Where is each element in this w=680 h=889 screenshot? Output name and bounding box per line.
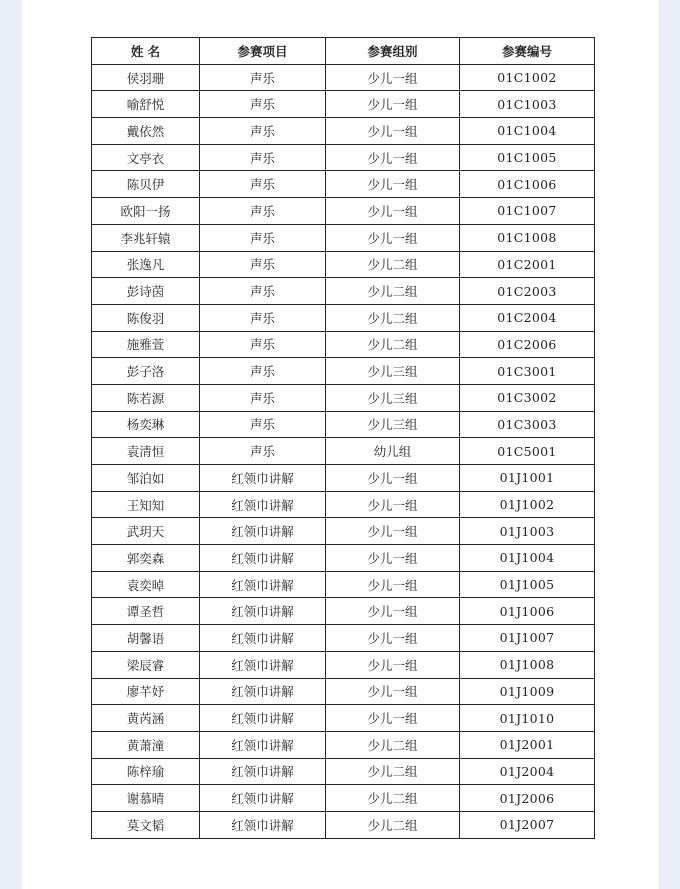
cell-number: 01C2001 xyxy=(460,251,595,278)
cell-group: 少儿一组 xyxy=(326,198,460,225)
table-row xyxy=(92,731,595,758)
cell-group: 少儿二组 xyxy=(326,811,460,838)
table-row xyxy=(92,224,595,251)
cell-group: 少儿一组 xyxy=(326,518,460,545)
cell-name: 邹泊如 xyxy=(92,465,200,492)
cell-name: 廖芊妤 xyxy=(92,678,200,705)
cell-group: 少儿一组 xyxy=(326,598,460,625)
cell-number: 01J2007 xyxy=(460,811,595,838)
cell-name: 陈俊羽 xyxy=(92,304,200,331)
cell-number: 01C1007 xyxy=(460,198,595,225)
cell-group: 少儿一组 xyxy=(326,571,460,598)
cell-group: 少儿三组 xyxy=(326,358,460,385)
cell-number: 01J2006 xyxy=(460,785,595,812)
cell-group: 少儿二组 xyxy=(326,731,460,758)
cell-number: 01J2004 xyxy=(460,758,595,785)
table-row xyxy=(92,438,595,465)
header-name: 姓 名 xyxy=(92,38,200,65)
cell-number: 01C3002 xyxy=(460,384,595,411)
cell-name: 谢慕晴 xyxy=(92,785,200,812)
cell-name: 王知知 xyxy=(92,491,200,518)
cell-event: 声乐 xyxy=(200,198,326,225)
table-header xyxy=(92,38,595,65)
cell-event: 声乐 xyxy=(200,411,326,438)
cell-group: 少儿一组 xyxy=(326,91,460,118)
cell-group: 少儿二组 xyxy=(326,331,460,358)
table-body xyxy=(92,64,595,838)
cell-name: 黄萧潼 xyxy=(92,731,200,758)
table-row xyxy=(92,118,595,145)
table-row xyxy=(92,465,595,492)
table-row xyxy=(92,518,595,545)
table-row xyxy=(92,545,595,572)
cell-group: 少儿一组 xyxy=(326,224,460,251)
cell-number: 01J1006 xyxy=(460,598,595,625)
cell-number: 01J1004 xyxy=(460,545,595,572)
header-row xyxy=(92,38,595,65)
cell-name: 胡馨语 xyxy=(92,625,200,652)
cell-group: 少儿一组 xyxy=(326,705,460,732)
table-row xyxy=(92,785,595,812)
cell-number: 01C2006 xyxy=(460,331,595,358)
table-row xyxy=(92,358,595,385)
cell-event: 声乐 xyxy=(200,358,326,385)
cell-event: 红领巾讲解 xyxy=(200,785,326,812)
table-row xyxy=(92,171,595,198)
cell-number: 01C5001 xyxy=(460,438,595,465)
cell-number: 01C2003 xyxy=(460,278,595,305)
cell-number: 01J1005 xyxy=(460,571,595,598)
cell-event: 声乐 xyxy=(200,304,326,331)
cell-name: 侯羽珊 xyxy=(92,64,200,91)
cell-event: 红领巾讲解 xyxy=(200,625,326,652)
cell-group: 少儿一组 xyxy=(326,625,460,652)
cell-group: 少儿一组 xyxy=(326,64,460,91)
cell-number: 01C1002 xyxy=(460,64,595,91)
cell-number: 01J1002 xyxy=(460,491,595,518)
cell-name: 袁清恒 xyxy=(92,438,200,465)
table-row xyxy=(92,491,595,518)
cell-number: 01C1003 xyxy=(460,91,595,118)
cell-event: 红领巾讲解 xyxy=(200,465,326,492)
table-row xyxy=(92,651,595,678)
table-row xyxy=(92,278,595,305)
cell-number: 01C1005 xyxy=(460,144,595,171)
table-row xyxy=(92,705,595,732)
cell-name: 谭圣哲 xyxy=(92,598,200,625)
table-row xyxy=(92,411,595,438)
table-row xyxy=(92,251,595,278)
cell-number: 01C1008 xyxy=(460,224,595,251)
cell-name: 戴依然 xyxy=(92,118,200,145)
cell-event: 声乐 xyxy=(200,438,326,465)
cell-event: 红领巾讲解 xyxy=(200,491,326,518)
cell-name: 陈梓瑜 xyxy=(92,758,200,785)
cell-event: 红领巾讲解 xyxy=(200,571,326,598)
table-row xyxy=(92,64,595,91)
cell-number: 01C2004 xyxy=(460,304,595,331)
cell-number: 01J1008 xyxy=(460,651,595,678)
cell-group: 少儿二组 xyxy=(326,758,460,785)
cell-event: 声乐 xyxy=(200,331,326,358)
cell-group: 少儿一组 xyxy=(326,651,460,678)
table-row xyxy=(92,91,595,118)
table-row xyxy=(92,571,595,598)
cell-name: 施雅萱 xyxy=(92,331,200,358)
table-row xyxy=(92,331,595,358)
cell-name: 李兆轩辕 xyxy=(92,224,200,251)
cell-event: 声乐 xyxy=(200,144,326,171)
cell-name: 武玥天 xyxy=(92,518,200,545)
table-row xyxy=(92,198,595,225)
cell-number: 01J1007 xyxy=(460,625,595,652)
cell-group: 少儿三组 xyxy=(326,384,460,411)
cell-group: 少儿二组 xyxy=(326,304,460,331)
cell-name: 张逸凡 xyxy=(92,251,200,278)
cell-number: 01C3001 xyxy=(460,358,595,385)
cell-name: 陈贝伊 xyxy=(92,171,200,198)
cell-group: 少儿一组 xyxy=(326,465,460,492)
cell-name: 郭奕森 xyxy=(92,545,200,572)
cell-event: 声乐 xyxy=(200,91,326,118)
cell-number: 01J1010 xyxy=(460,705,595,732)
table-row xyxy=(92,304,595,331)
cell-number: 01C3003 xyxy=(460,411,595,438)
cell-name: 梁辰睿 xyxy=(92,651,200,678)
cell-group: 少儿一组 xyxy=(326,678,460,705)
table-row xyxy=(92,144,595,171)
cell-group: 少儿一组 xyxy=(326,171,460,198)
cell-group: 少儿二组 xyxy=(326,785,460,812)
header-event: 参赛项目 xyxy=(200,38,326,65)
document-page xyxy=(22,0,659,889)
cell-number: 01J1003 xyxy=(460,518,595,545)
table-row xyxy=(92,678,595,705)
table-row xyxy=(92,758,595,785)
cell-number: 01C1006 xyxy=(460,171,595,198)
cell-name: 袁奕晫 xyxy=(92,571,200,598)
cell-name: 莫文韬 xyxy=(92,811,200,838)
cell-event: 红领巾讲解 xyxy=(200,731,326,758)
header-group: 参赛组别 xyxy=(326,38,460,65)
cell-group: 少儿三组 xyxy=(326,411,460,438)
cell-event: 红领巾讲解 xyxy=(200,598,326,625)
cell-event: 声乐 xyxy=(200,278,326,305)
cell-event: 红领巾讲解 xyxy=(200,758,326,785)
cell-name: 杨奕琳 xyxy=(92,411,200,438)
cell-event: 声乐 xyxy=(200,251,326,278)
cell-event: 声乐 xyxy=(200,118,326,145)
cell-name: 黄芮涵 xyxy=(92,705,200,732)
cell-event: 声乐 xyxy=(200,64,326,91)
cell-group: 少儿二组 xyxy=(326,251,460,278)
cell-name: 陈若源 xyxy=(92,384,200,411)
cell-group: 少儿一组 xyxy=(326,118,460,145)
cell-event: 红领巾讲解 xyxy=(200,811,326,838)
header-number: 参赛编号 xyxy=(460,38,595,65)
cell-name: 彭子洛 xyxy=(92,358,200,385)
cell-event: 红领巾讲解 xyxy=(200,651,326,678)
cell-name: 喻舒悦 xyxy=(92,91,200,118)
cell-number: 01J1001 xyxy=(460,465,595,492)
cell-name: 彭诗茵 xyxy=(92,278,200,305)
cell-name: 欧阳一扬 xyxy=(92,198,200,225)
cell-group: 少儿二组 xyxy=(326,278,460,305)
table-row xyxy=(92,598,595,625)
cell-group: 少儿一组 xyxy=(326,144,460,171)
cell-name: 文亭衣 xyxy=(92,144,200,171)
participant-table xyxy=(91,37,595,839)
cell-event: 红领巾讲解 xyxy=(200,678,326,705)
cell-group: 幼儿组 xyxy=(326,438,460,465)
cell-group: 少儿一组 xyxy=(326,545,460,572)
table-row xyxy=(92,625,595,652)
cell-event: 声乐 xyxy=(200,384,326,411)
cell-event: 红领巾讲解 xyxy=(200,705,326,732)
table-row xyxy=(92,811,595,838)
cell-number: 01C1004 xyxy=(460,118,595,145)
cell-number: 01J1009 xyxy=(460,678,595,705)
cell-event: 红领巾讲解 xyxy=(200,545,326,572)
cell-event: 声乐 xyxy=(200,224,326,251)
cell-number: 01J2001 xyxy=(460,731,595,758)
cell-event: 红领巾讲解 xyxy=(200,518,326,545)
cell-group: 少儿一组 xyxy=(326,491,460,518)
cell-event: 声乐 xyxy=(200,171,326,198)
table-row xyxy=(92,384,595,411)
